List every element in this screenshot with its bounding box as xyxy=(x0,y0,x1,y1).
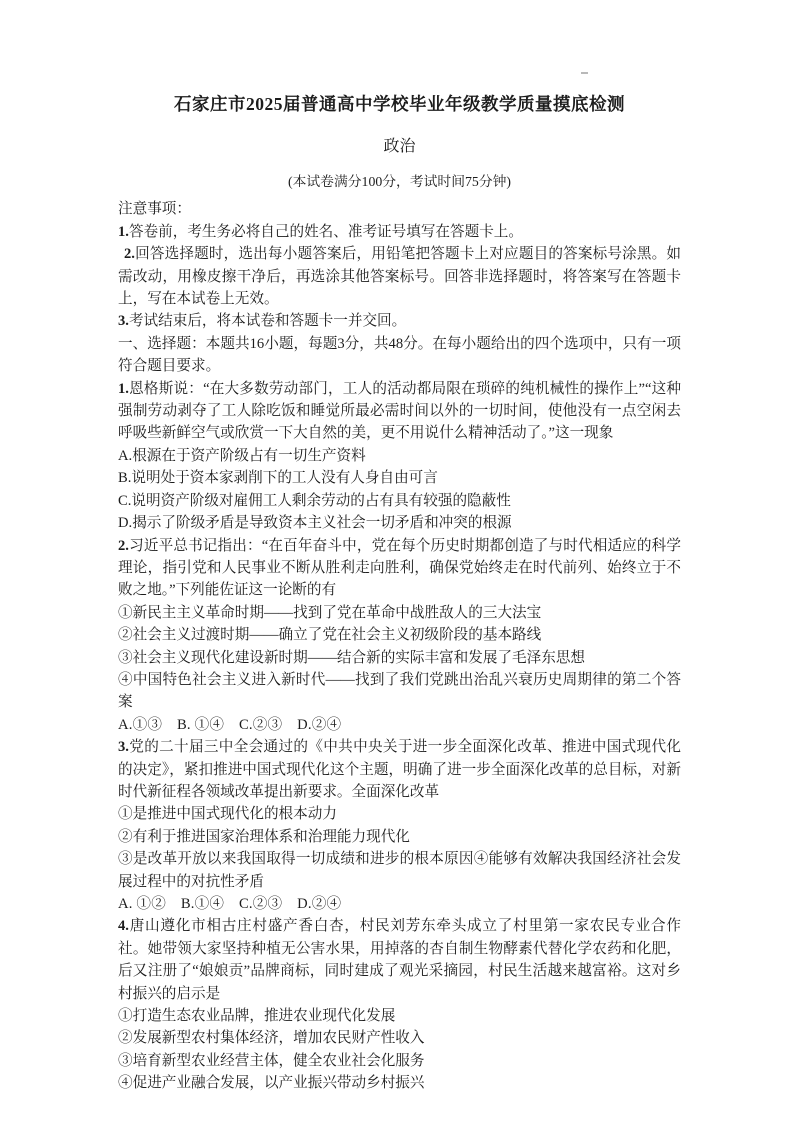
statement-line: ②社会主义过渡时期——确立了党在社会主义初级阶段的基本路线 xyxy=(118,627,542,644)
stray-mark xyxy=(581,72,588,74)
statement-line: ③培育新型农业经营主体，健全农业社会化服务 xyxy=(118,1052,425,1069)
notice-number: 1. xyxy=(118,223,129,240)
question-2 xyxy=(118,535,681,737)
statement-line: ②发展新型农村集体经济，增加农民财产性收入 xyxy=(118,1030,425,1047)
answer-choices-line: A.①③ B. ①④ C.②③ D.②④ xyxy=(118,716,342,733)
question-number: 3. xyxy=(118,739,129,756)
question-stem xyxy=(118,736,681,803)
option-line: B.说明处于资本家剥削下的工人没有人身自由可言 xyxy=(118,470,438,487)
page-title: 石家庄市2025届普通高中学校毕业年级教学质量摸底检测 xyxy=(174,94,625,114)
section-header: 一、选择题：本题共16小题，每题3分，共48分。在每小题给出的四个选项中，只有一项符合题目要求。 xyxy=(118,335,681,375)
notice-item xyxy=(118,243,681,310)
statement-line: ④中国特色社会主义进入新时代——找到了我们党跳出治乱兴衰历史周期律的第二个答案 xyxy=(118,671,681,711)
subject-title: 政治 xyxy=(383,138,416,155)
statement-line: ①是推进中国式现代化的根本动力 xyxy=(118,806,337,823)
question-number: 2. xyxy=(118,537,129,554)
notice-header: 注意事项： xyxy=(118,201,191,218)
question-stem-text: 唐山遵化市相古庄村盛产香白杏，村民刘芳东牵头成立了村里第一家农民专业合作社。她带领大家坚持种植无公害水果，用掉落的杏自制生物酵素代替化学农药和化肥，后又注册了“娘娘贡”品牌商标，同时建成了观光采摘园，村民生活越来越富裕。这对乡村振兴的启示是 xyxy=(118,918,681,1002)
answer-choices-line: A. ①② B.①④ C.②③ D.②④ xyxy=(118,896,342,912)
question-4 xyxy=(118,915,681,1094)
notice-section xyxy=(118,198,681,332)
statement-line: ③是改革开放以来我国取得一切成绩和进步的根本原因④能够有效解决我国经济社会发展过程中的对抗性矛盾 xyxy=(118,851,681,890)
question-stem xyxy=(118,915,681,1005)
question-stem-text: 恩格斯说：“在大多数劳动部门，工人的活动都局限在琐碎的纯机械性的操作上”“这种强制劳动剥夺了工人除吃饭和睡觉所最必需时间以外的一切时间，使他没有一点空闲去呼吸些新鲜空气或欣赏一下大自然的美，更不用说什么精神活动了。”这一现象 xyxy=(118,380,681,442)
statement-line: ②有利于推进国家治理体系和治理能力现代化 xyxy=(118,828,410,845)
statement-line: ①新民主主义革命时期——找到了党在革命中战胜敌人的三大法宝 xyxy=(118,604,542,621)
question-3 xyxy=(118,736,681,915)
question-stem-text: 党的二十届三中全会通过的《中共中央关于进一步全面深化改革、推进中国式现代化的决定》，紧扣推进中国式现代化这个主题，明确了进一步全面深化改革的总目标，对新时代新征程各领域改革提出新要求。全面深化改革 xyxy=(118,739,681,800)
question-stem xyxy=(118,535,681,602)
option-line: A.根源在于资产阶级占有一切生产资料 xyxy=(118,447,366,464)
question-number: 4. xyxy=(118,918,129,935)
notice-number: 2. xyxy=(124,246,135,263)
exam-meta: (本试卷满分100分，考试时间75分钟) xyxy=(287,174,512,189)
notice-item xyxy=(118,310,681,332)
notice-number: 3. xyxy=(118,313,129,330)
notice-text: 回答选择题时，选出每小题答案后，用铅笔把答题卡上对应题目的答案标号涂黑。如需改动，用橡皮擦干净后，再选涂其他答案标号。回答非选择题时，将答案写在答题卡上，写在本试卷上无效。 xyxy=(118,246,681,308)
question-number: 1. xyxy=(118,380,129,397)
statement-line: ③社会主义现代化建设新时期——结合新的实际丰富和发展了毛泽东思想 xyxy=(118,649,586,666)
question-stem xyxy=(118,378,681,445)
question-stem-text: 习近平总书记指出：“在百年奋斗中，党在每个历史时期都创造了与时代相适应的科学理论，指引党和人民事业不断从胜利走向胜利，确保党始终走在时代前列、始终立于不败之地。”下列能佐证这一论断的有 xyxy=(118,537,681,599)
question-1 xyxy=(118,378,681,535)
option-line: D.揭示了阶级矛盾是导致资本主义社会一切矛盾和冲突的根源 xyxy=(118,515,512,532)
statement-line: ①打造生态农业品牌，推进农业现代化发展 xyxy=(118,1008,396,1025)
statement-line: ④促进产业融合发展，以产业振兴带动乡村振兴 xyxy=(118,1075,425,1092)
notice-text: 考试结束后，将本试卷和答题卡一并交回。 xyxy=(128,313,407,330)
notice-text: 答卷前，考生务必将自己的姓名、准考证号填写在答题卡上。 xyxy=(128,223,523,240)
option-line: C.说明资产阶级对雇佣工人剩余劳动的占有具有较强的隐蔽性 xyxy=(118,492,511,509)
notice-item xyxy=(118,221,681,243)
